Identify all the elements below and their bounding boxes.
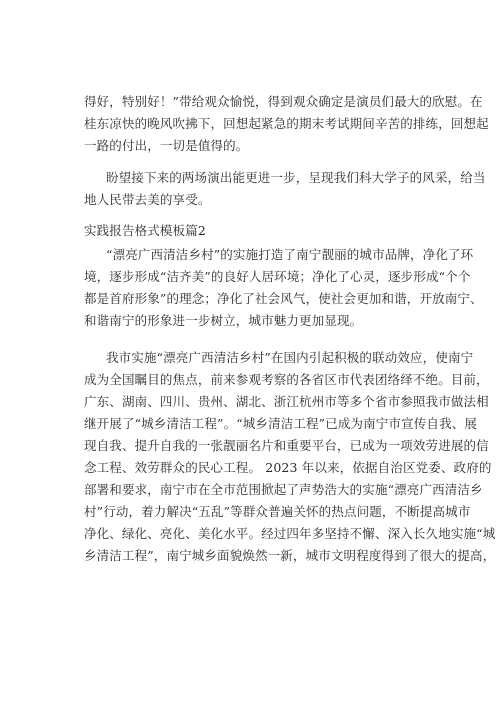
paragraph-3-line-3: 都是首府形象”的理念；净化了社会风气，使社会更加和谐，开放南宁、 [84, 291, 483, 306]
paragraph-3-line-1: “漂亮广西清洁乡村”的实施打造了南宁靓丽的城市品牌，净化了环 [106, 247, 474, 262]
paragraph-2-line-2: 地人民带去美的享受。 [84, 192, 211, 207]
paragraph-1-line-3: 一路的付出，一切是值得的。 [84, 138, 249, 153]
paragraph-1-line-2: 桂东凉快的晚风吹拂下，回想起紧急的期末考试期间辛苦的排练，回想起 [84, 116, 489, 131]
paragraph-4-line-5: 现自我、提升自我的一张靓丽名片和重要平台，已成为一项效劳进展的信 [84, 438, 489, 453]
paragraph-4-line-9: 净化、绿化、亮化、美化水平。经过四年多坚持不懈、深入长久地实施“城 [84, 526, 496, 541]
paragraph-4-line-6: 念工程、效劳群众的民心工程。 2023 年以来，依据自治区党委、政府的 [84, 460, 492, 475]
paragraph-4-line-2: 成为全国瞩目的焦点，前来参观考察的各省区市代表团络绎不绝。目前， [84, 372, 489, 387]
paragraph-4-line-8: 村”行动，着力解决“五乱”等群众普遍关怀的热点问题，不断提高城市 [84, 504, 471, 519]
paragraph-4-line-10: 乡清洁工程”，南宁城乡面貌焕然一新，城市文明程度得到了很大的提高， [84, 548, 496, 563]
paragraph-3-line-2: 境，逐步形成“洁齐美”的良好人居环境；净化了心灵，逐步形成“个个 [84, 269, 471, 284]
paragraph-4-line-3: 广东、湖南、四川、贵州、湖北、浙江杭州市等多个省市参照我市做法相 [84, 394, 489, 409]
paragraph-1-line-1: 得好，特别好！”带给观众愉悦，得到观众确定是演员们最大的欣慰。在 [84, 94, 483, 109]
paragraph-4-line-4: 继开展了“城乡清洁工程”。“城乡清洁工程”已成为南宁市宣传自我、展 [84, 416, 478, 431]
section-heading: 实践报告格式模板篇2 [84, 223, 206, 238]
paragraph-4-line-7: 部署和要求，南宁市在全市范围掀起了声势浩大的实施“漂亮广西清洁乡 [84, 482, 483, 497]
paragraph-2-line-1: 盼望接下来的两场演出能更进一步，呈现我们科大学子的风采，给当 [106, 170, 486, 185]
paragraph-3-line-4: 和谐南宁的形象进一步树立，城市魅力更加显现。 [84, 313, 363, 328]
paragraph-4-line-1: 我市实施“漂亮广西清洁乡村”在国内引起积极的联动效应，使南宁 [106, 350, 474, 365]
